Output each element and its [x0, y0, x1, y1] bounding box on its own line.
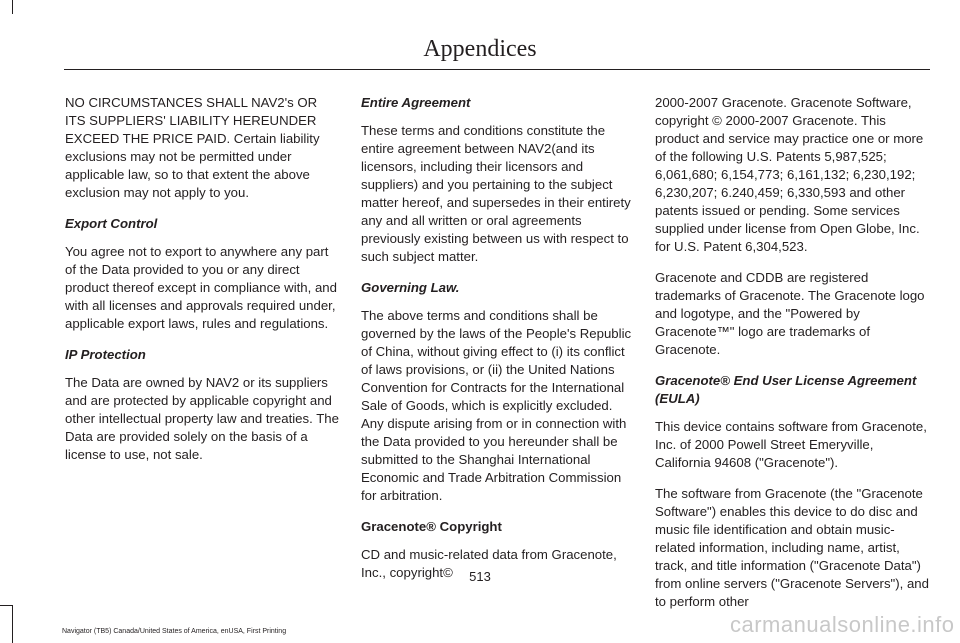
- column-right: [655, 94, 929, 624]
- paragraph: 2000-2007 Gracenote. Gracenote Software, copyright © 2000-2007 Gracenote. This product and service may practice one or more of the following U.S. Patents 5,987,525; 6,061,680; 6,154,773; 6,161,132; 6,230,192; 6,230,207; 6.240,459; 6,330,593 and other patents issued or pending. Some services supplied under license from Open Globe, Inc. for U.S. Patent 6,304,523.: [655, 95, 924, 254]
- paragraph: You agree not to export to anywhere any part of the Data provided to you or any direct product thereof except in compliance with, and with all licenses and approvals required under, applicable export laws, rules and regulations.: [65, 244, 337, 331]
- crop-mark-top-left-v: [12, 0, 13, 14]
- paragraph: The Data are owned by NAV2 or its suppliers and are protected by applicable copyright and other intellectual property law and treaties. The Data are provided solely on the basis of a license to use, not sale.: [65, 375, 339, 462]
- section-heading: IP Protection: [65, 347, 146, 362]
- watermark: carmanualsonline.info: [730, 612, 955, 637]
- paragraph: This device contains software from Gracenote, Inc. of 2000 Powell Street Emeryville, California 94608 ("Gracenote").: [655, 419, 927, 470]
- section-heading: Entire Agreement: [361, 95, 471, 110]
- section-heading: Gracenote® Copyright: [361, 519, 502, 534]
- crop-mark-bottom-left-h: [0, 605, 13, 606]
- paragraph: The above terms and conditions shall be governed by the laws of the People's Republic of China, without giving effect to (i) its conflict of laws provisions, or (ii) the United Nations Convention for Contracts for the International Sale of Goods, which is explicitly excluded. Any dispute arising from or in connection with the Data provided to you hereunder shall be submitted to the Shanghai International Economic and Trade Arbitration Commission for arbitration.: [361, 308, 632, 503]
- page-number: 513: [469, 569, 491, 584]
- paragraph: CD and music-related data from Gracenote, Inc., copyright©: [361, 547, 617, 580]
- section-heading: Governing Law.: [361, 280, 460, 295]
- section-heading: Export Control: [65, 216, 158, 231]
- paragraph: The software from Gracenote (the "Gracenote Software") enables this device to do disc and music file identification and obtain music-related information, including name, artist, track, and title information ("Gracenote Data") from online servers ("Gracenote Servers"), and to perform other: [655, 486, 929, 609]
- paragraph: These terms and conditions constitute the entire agreement between NAV2(and its licensors, including their licensors and suppliers) and you pertaining to the subject matter hereof, and supersedes in their entirety any and all written or oral agreements previously existing between us with respect to such subject matter.: [361, 123, 631, 264]
- column-middle: [361, 94, 635, 595]
- publication-info: Navigator (TB5) Canada/United States of America, enUSA, First Printing: [62, 628, 287, 635]
- page-title: Appendices: [423, 36, 537, 62]
- section-heading: Gracenote® End User License Agreement (EULA): [655, 373, 917, 406]
- column-left: [65, 94, 339, 477]
- crop-mark-bottom-left-v: [12, 606, 13, 643]
- paragraph: NO CIRCUMSTANCES SHALL NAV2's OR ITS SUPPLIERS' LIABILITY HEREUNDER EXCEED THE PRICE PAID. Certain liability exclusions may not be permitted under applicable law, so to that extent the above exclusion may not apply to you.: [65, 95, 320, 200]
- paragraph: Gracenote and CDDB are registered trademarks of Gracenote. The Gracenote logo and logotype, and the "Powered by Gracenote™" logo are trademarks of Gracenote.: [655, 270, 925, 357]
- header-rule: [64, 69, 930, 70]
